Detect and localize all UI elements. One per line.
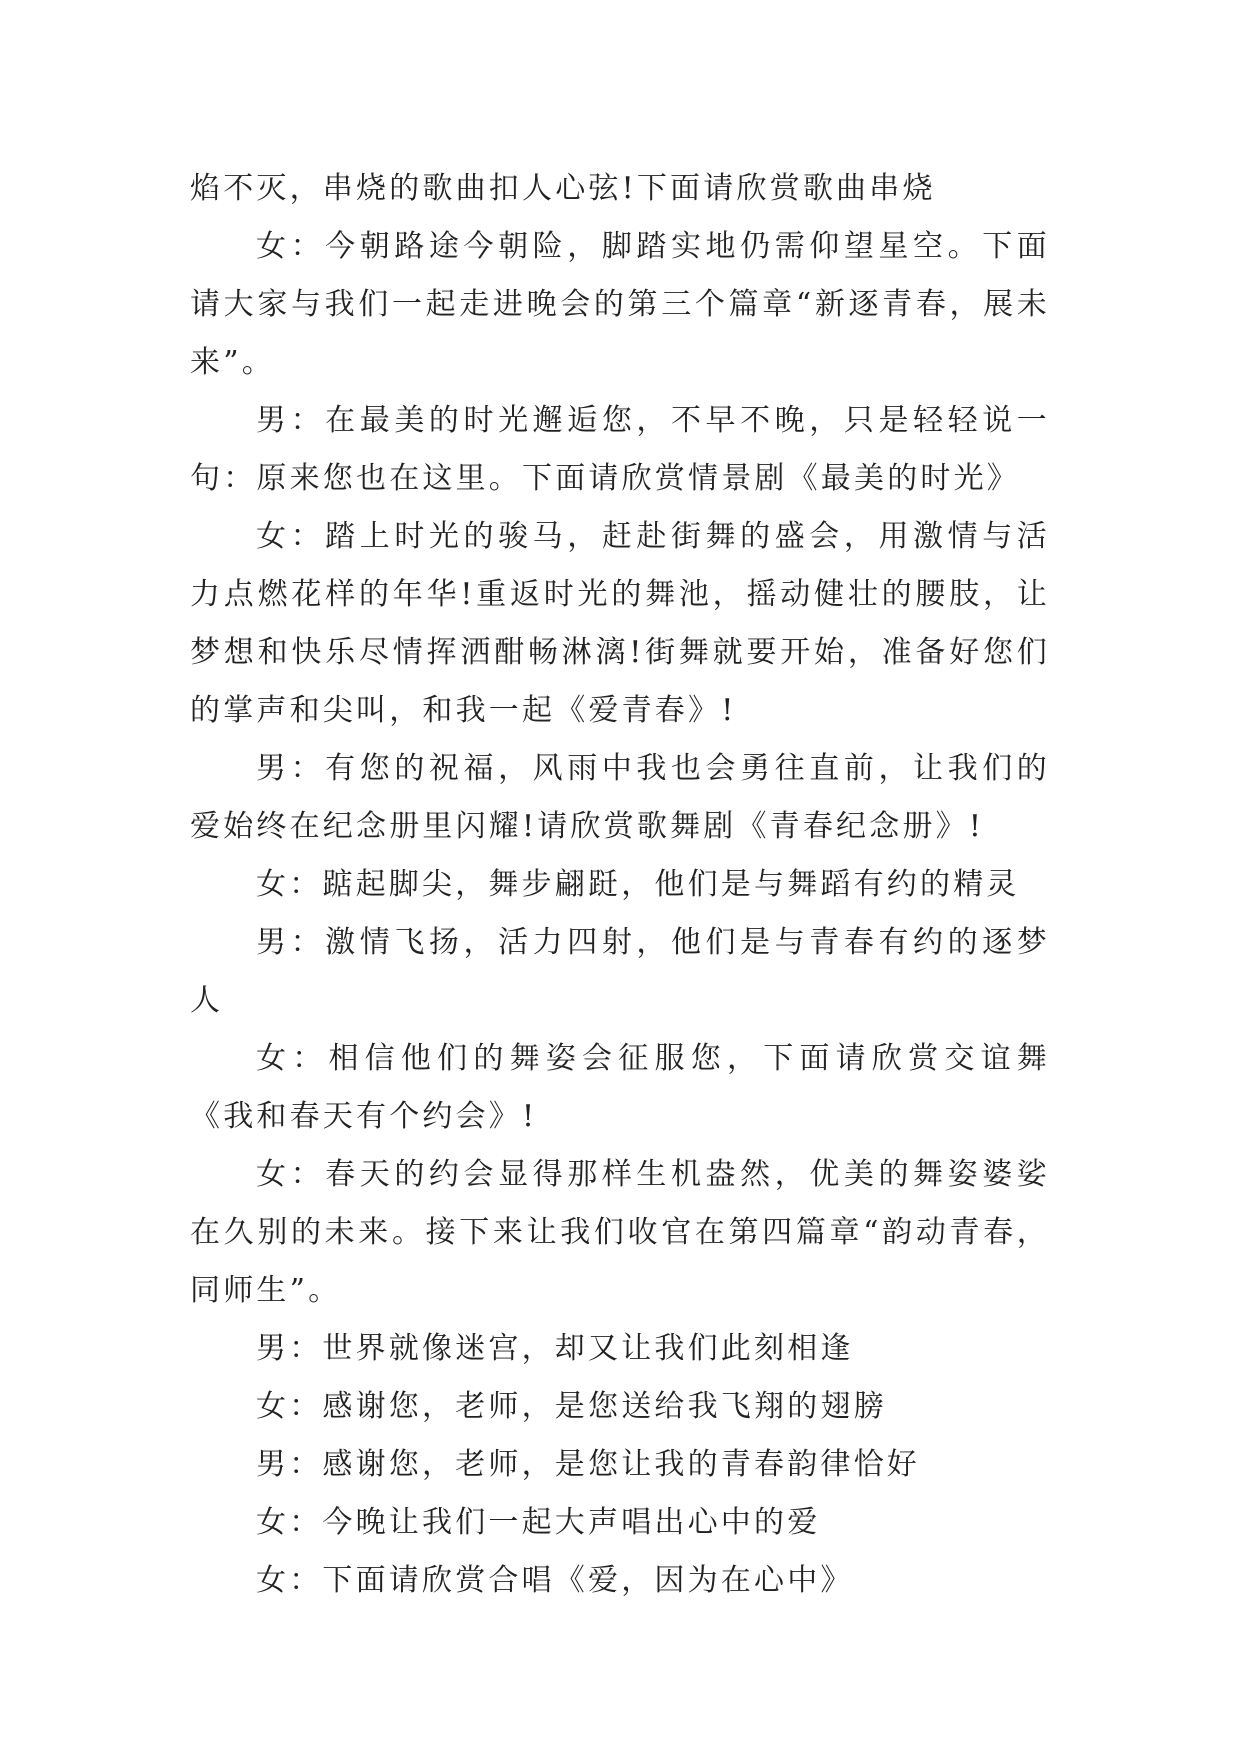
paragraph-continuation: 焰不灭，串烧的歌曲扣人心弦!下面请欣赏歌曲串烧 [190,171,936,206]
paragraph: 男：世界就像迷宫，却又让我们此刻相逢 [256,1331,854,1366]
paragraph: 女：感谢您，老师，是您送给我飞翔的翅膀 [256,1389,887,1424]
paragraph: 男：在最美的时光邂逅您，不早不晚，只是轻轻说一句：原来您也在这里。下面请欣赏情景剧《最美的时光》 [190,403,1050,496]
paragraph: 女：今晚让我们一起大声唱出心中的爱 [256,1505,821,1540]
paragraph: 女：今朝路途今朝险，脚踏实地仍需仰望星空。下面请大家与我们一起走进晚会的第三个篇章“新逐青春，展未来”。 [190,229,1050,380]
paragraph: 女：踏上时光的骏马，赶赴街舞的盛会，用激情与活力点燃花样的年华!重返时光的舞池，摇动健壮的腰肢，让梦想和快乐尽情挥洒酣畅淋漓!街舞就要开始，准备好您们的掌声和尖叫，和我一起《爱青春》! [190,519,1050,728]
paragraph: 男：有您的祝福，风雨中我也会勇往直前，让我们的爱始终在纪念册里闪耀!请欣赏歌舞剧《青春纪念册》! [190,751,1050,844]
document-body [190,160,1050,1610]
paragraph: 男：激情飞扬，活力四射，他们是与青春有约的逐梦人 [190,925,1050,1018]
paragraph: 男：感谢您，老师，是您让我的青春韵律恰好 [256,1447,920,1482]
paragraph: 女：相信他们的舞姿会征服您，下面请欣赏交谊舞《我和春天有个约会》! [190,1041,1050,1134]
paragraph: 女：下面请欣赏合唱《爱，因为在心中》 [256,1563,854,1598]
paragraph: 女：踮起脚尖，舞步翩跹，他们是与舞蹈有约的精灵 [256,867,1020,902]
paragraph: 女：春天的约会显得那样生机盎然，优美的舞姿婆娑在久别的未来。接下来让我们收官在第四篇章“韵动青春，同师生”。 [190,1157,1050,1308]
